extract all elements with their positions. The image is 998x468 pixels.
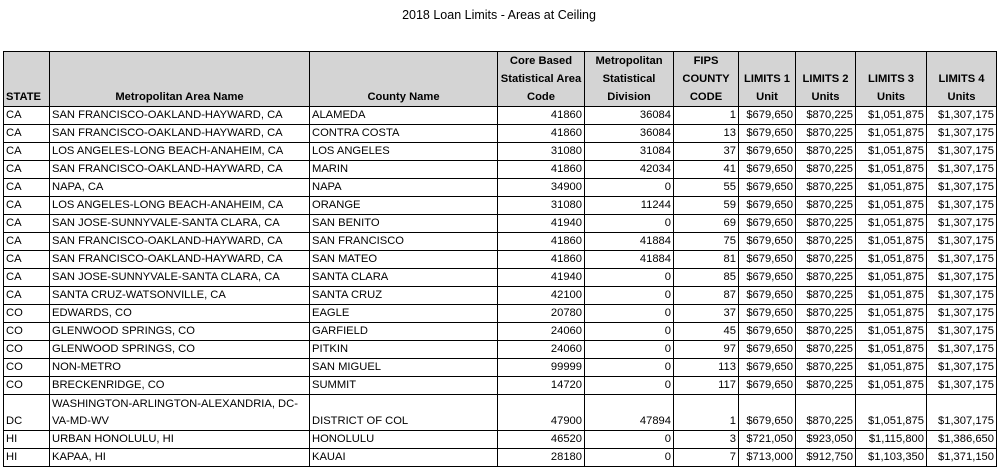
cell-county: SAN BENITO xyxy=(310,215,498,233)
cell-metro-division: 36084 xyxy=(585,107,674,125)
cell-metro-area: BRECKENRIDGE, CO xyxy=(50,377,310,395)
cell-metro-division: 0 xyxy=(585,179,674,197)
cell-limit-3: $1,051,875 xyxy=(856,179,927,197)
cell-state: CA xyxy=(4,197,50,215)
cell-limit-4: $1,307,175 xyxy=(927,323,997,341)
cell-limit-2: $870,225 xyxy=(796,287,856,305)
cell-state: CA xyxy=(4,179,50,197)
cell-limit-3: $1,051,875 xyxy=(856,197,927,215)
cell-state: CO xyxy=(4,341,50,359)
cell-cbsa-code: 41860 xyxy=(498,125,585,143)
cell-metro-area: SAN FRANCISCO-OAKLAND-HAYWARD, CA xyxy=(50,161,310,179)
cell-limit-3: $1,051,875 xyxy=(856,323,927,341)
cell-county: LOS ANGELES xyxy=(310,143,498,161)
cell-state: DC xyxy=(4,395,50,431)
cell-limit-2: $923,050 xyxy=(796,431,856,449)
cell-limit-1: $679,650 xyxy=(739,161,796,179)
cell-cbsa-code: 42100 xyxy=(498,287,585,305)
cell-limit-3: $1,051,875 xyxy=(856,305,927,323)
cell-limit-3: $1,051,875 xyxy=(856,341,927,359)
cell-limit-3: $1,115,800 xyxy=(856,431,927,449)
cell-state: CO xyxy=(4,377,50,395)
table-row[interactable] xyxy=(4,323,997,341)
cell-fips-code: 113 xyxy=(674,359,739,377)
table-row[interactable] xyxy=(4,251,997,269)
cell-cbsa-code: 41940 xyxy=(498,215,585,233)
column-header-limit-1[interactable]: LIMITS 1 Unit xyxy=(739,52,796,107)
cell-metro-division: 36084 xyxy=(585,125,674,143)
cell-metro-area: URBAN HONOLULU, HI xyxy=(50,431,310,449)
cell-limit-2: $870,225 xyxy=(796,323,856,341)
cell-metro-area: NON-METRO xyxy=(50,359,310,377)
cell-state: HI xyxy=(4,449,50,467)
cell-limit-3: $1,051,875 xyxy=(856,287,927,305)
cell-metro-division: 42034 xyxy=(585,161,674,179)
cell-limit-1: $679,650 xyxy=(739,215,796,233)
cell-limit-4: $1,307,175 xyxy=(927,269,997,287)
cell-limit-2: $870,225 xyxy=(796,161,856,179)
cell-metro-division: 0 xyxy=(585,323,674,341)
cell-county: NAPA xyxy=(310,179,498,197)
cell-state: CA xyxy=(4,143,50,161)
cell-limit-2: $870,225 xyxy=(796,395,856,431)
cell-state: CA xyxy=(4,233,50,251)
cell-state: HI xyxy=(4,431,50,449)
cell-metro-area: LOS ANGELES-LONG BEACH-ANAHEIM, CA xyxy=(50,197,310,215)
cell-limit-1: $679,650 xyxy=(739,125,796,143)
cell-state: CA xyxy=(4,107,50,125)
cell-cbsa-code: 46520 xyxy=(498,431,585,449)
cell-limit-4: $1,307,175 xyxy=(927,233,997,251)
cell-cbsa-code: 31080 xyxy=(498,197,585,215)
cell-limit-3: $1,051,875 xyxy=(856,143,927,161)
cell-cbsa-code: 47900 xyxy=(498,395,585,431)
cell-metro-division: 0 xyxy=(585,215,674,233)
cell-state: CA xyxy=(4,161,50,179)
cell-limit-1: $713,000 xyxy=(739,449,796,467)
cell-state: CA xyxy=(4,287,50,305)
cell-fips-code: 45 xyxy=(674,323,739,341)
cell-metro-area: SAN JOSE-SUNNYVALE-SANTA CLARA, CA xyxy=(50,269,310,287)
loan-limits-table xyxy=(3,51,997,467)
cell-county: PITKIN xyxy=(310,341,498,359)
cell-limit-4: $1,307,175 xyxy=(927,197,997,215)
cell-county: SAN FRANCISCO xyxy=(310,233,498,251)
cell-limit-2: $870,225 xyxy=(796,233,856,251)
cell-limit-4: $1,307,175 xyxy=(927,341,997,359)
cell-limit-3: $1,051,875 xyxy=(856,251,927,269)
cell-limit-3: $1,051,875 xyxy=(856,107,927,125)
cell-cbsa-code: 41860 xyxy=(498,107,585,125)
cell-limit-1: $679,650 xyxy=(739,395,796,431)
cell-limit-4: $1,307,175 xyxy=(927,161,997,179)
cell-state: CO xyxy=(4,323,50,341)
cell-metro-division: 0 xyxy=(585,305,674,323)
cell-fips-code: 117 xyxy=(674,377,739,395)
cell-limit-2: $870,225 xyxy=(796,305,856,323)
cell-cbsa-code: 41940 xyxy=(498,269,585,287)
cell-metro-area: SAN FRANCISCO-OAKLAND-HAYWARD, CA xyxy=(50,251,310,269)
cell-fips-code: 55 xyxy=(674,179,739,197)
table-header-row xyxy=(4,52,997,107)
cell-county: SANTA CRUZ xyxy=(310,287,498,305)
cell-limit-4: $1,307,175 xyxy=(927,287,997,305)
cell-cbsa-code: 41860 xyxy=(498,233,585,251)
cell-limit-1: $679,650 xyxy=(739,269,796,287)
cell-limit-2: $870,225 xyxy=(796,251,856,269)
cell-state: CO xyxy=(4,359,50,377)
cell-limit-3: $1,051,875 xyxy=(856,125,927,143)
table-row[interactable] xyxy=(4,359,997,377)
cell-cbsa-code: 28180 xyxy=(498,449,585,467)
cell-limit-4: $1,307,175 xyxy=(927,359,997,377)
cell-limit-3: $1,051,875 xyxy=(856,233,927,251)
cell-fips-code: 59 xyxy=(674,197,739,215)
cell-metro-division: 41884 xyxy=(585,233,674,251)
cell-metro-area: KAPAA, HI xyxy=(50,449,310,467)
cell-metro-area: GLENWOOD SPRINGS, CO xyxy=(50,323,310,341)
cell-county: SAN MATEO xyxy=(310,251,498,269)
cell-limit-2: $870,225 xyxy=(796,143,856,161)
cell-limit-2: $870,225 xyxy=(796,179,856,197)
cell-fips-code: 69 xyxy=(674,215,739,233)
cell-limit-3: $1,051,875 xyxy=(856,269,927,287)
cell-county: HONOLULU xyxy=(310,431,498,449)
cell-limit-4: $1,307,175 xyxy=(927,395,997,431)
table-body xyxy=(4,107,997,467)
cell-metro-division: 0 xyxy=(585,449,674,467)
cell-cbsa-code: 14720 xyxy=(498,377,585,395)
table-row[interactable] xyxy=(4,197,997,215)
cell-county: KAUAI xyxy=(310,449,498,467)
cell-limit-2: $870,225 xyxy=(796,215,856,233)
cell-limit-2: $870,225 xyxy=(796,107,856,125)
cell-county: SUMMIT xyxy=(310,377,498,395)
cell-limit-1: $679,650 xyxy=(739,107,796,125)
cell-metro-division: 11244 xyxy=(585,197,674,215)
cell-county: SANTA CLARA xyxy=(310,269,498,287)
cell-limit-1: $679,650 xyxy=(739,359,796,377)
column-header-limit-3[interactable]: LIMITS 3 Units xyxy=(856,52,927,107)
cell-limit-1: $679,650 xyxy=(739,143,796,161)
table-row[interactable] xyxy=(4,179,997,197)
cell-fips-code: 75 xyxy=(674,233,739,251)
cell-county: SAN MIGUEL xyxy=(310,359,498,377)
cell-limit-1: $679,650 xyxy=(739,179,796,197)
table-row[interactable] xyxy=(4,377,997,395)
cell-county: CONTRA COSTA xyxy=(310,125,498,143)
cell-county: DISTRICT OF COL xyxy=(310,395,498,431)
column-header-county[interactable]: County Name xyxy=(310,52,498,107)
cell-fips-code: 85 xyxy=(674,269,739,287)
cell-cbsa-code: 41860 xyxy=(498,161,585,179)
table-row[interactable] xyxy=(4,269,997,287)
cell-metro-division: 0 xyxy=(585,269,674,287)
table-row[interactable] xyxy=(4,395,997,431)
cell-limit-3: $1,103,350 xyxy=(856,449,927,467)
cell-metro-division: 31084 xyxy=(585,143,674,161)
cell-metro-area: SAN JOSE-SUNNYVALE-SANTA CLARA, CA xyxy=(50,215,310,233)
cell-metro-area: GLENWOOD SPRINGS, CO xyxy=(50,341,310,359)
cell-limit-2: $870,225 xyxy=(796,341,856,359)
cell-fips-code: 1 xyxy=(674,395,739,431)
cell-cbsa-code: 41860 xyxy=(498,251,585,269)
table-row[interactable] xyxy=(4,161,997,179)
cell-limit-3: $1,051,875 xyxy=(856,395,927,431)
cell-limit-1: $679,650 xyxy=(739,323,796,341)
cell-fips-code: 3 xyxy=(674,431,739,449)
cell-limit-3: $1,051,875 xyxy=(856,359,927,377)
cell-metro-area: NAPA, CA xyxy=(50,179,310,197)
cell-state: CA xyxy=(4,251,50,269)
column-header-cbsa-code[interactable]: Core Based Statistical Area Code xyxy=(498,52,585,107)
column-header-metro-division[interactable]: Metropolitan Statistical Division xyxy=(585,52,674,107)
cell-county: EAGLE xyxy=(310,305,498,323)
cell-limit-2: $870,225 xyxy=(796,197,856,215)
cell-metro-area: SAN FRANCISCO-OAKLAND-HAYWARD, CA xyxy=(50,125,310,143)
cell-metro-division: 47894 xyxy=(585,395,674,431)
cell-fips-code: 81 xyxy=(674,251,739,269)
cell-limit-2: $870,225 xyxy=(796,377,856,395)
cell-fips-code: 13 xyxy=(674,125,739,143)
cell-limit-2: $912,750 xyxy=(796,449,856,467)
cell-limit-4: $1,307,175 xyxy=(927,377,997,395)
table-row[interactable] xyxy=(4,143,997,161)
table-row[interactable] xyxy=(4,215,997,233)
cell-state: CO xyxy=(4,305,50,323)
cell-limit-4: $1,307,175 xyxy=(927,179,997,197)
cell-state: CA xyxy=(4,125,50,143)
table-row[interactable] xyxy=(4,233,997,251)
cell-limit-1: $721,050 xyxy=(739,431,796,449)
column-header-limit-4[interactable]: LIMITS 4 Units xyxy=(927,52,997,107)
cell-fips-code: 37 xyxy=(674,305,739,323)
cell-limit-2: $870,225 xyxy=(796,359,856,377)
cell-cbsa-code: 24060 xyxy=(498,341,585,359)
cell-limit-4: $1,307,175 xyxy=(927,305,997,323)
cell-limit-3: $1,051,875 xyxy=(856,377,927,395)
cell-fips-code: 1 xyxy=(674,107,739,125)
cell-metro-division: 0 xyxy=(585,341,674,359)
cell-metro-division: 41884 xyxy=(585,251,674,269)
column-header-fips-code[interactable]: FIPS COUNTY CODE xyxy=(674,52,739,107)
column-header-limit-2[interactable]: LIMITS 2 Units xyxy=(796,52,856,107)
cell-county: ALAMEDA xyxy=(310,107,498,125)
cell-limit-4: $1,386,650 xyxy=(927,431,997,449)
table-row[interactable] xyxy=(4,341,997,359)
cell-limit-1: $679,650 xyxy=(739,197,796,215)
cell-county: GARFIELD xyxy=(310,323,498,341)
cell-fips-code: 7 xyxy=(674,449,739,467)
cell-limit-1: $679,650 xyxy=(739,305,796,323)
table-row[interactable] xyxy=(4,107,997,125)
cell-metro-area: SAN FRANCISCO-OAKLAND-HAYWARD, CA xyxy=(50,107,310,125)
cell-limit-1: $679,650 xyxy=(739,287,796,305)
cell-cbsa-code: 31080 xyxy=(498,143,585,161)
cell-limit-4: $1,307,175 xyxy=(927,215,997,233)
cell-fips-code: 97 xyxy=(674,341,739,359)
table-row[interactable] xyxy=(4,287,997,305)
cell-limit-4: $1,307,175 xyxy=(927,143,997,161)
cell-metro-area: LOS ANGELES-LONG BEACH-ANAHEIM, CA xyxy=(50,143,310,161)
page-title: 2018 Loan Limits - Areas at Ceiling xyxy=(402,8,596,22)
cell-limit-1: $679,650 xyxy=(739,341,796,359)
column-header-metro-area[interactable]: Metropolitan Area Name xyxy=(50,52,310,107)
cell-limit-4: $1,307,175 xyxy=(927,251,997,269)
cell-limit-1: $679,650 xyxy=(739,251,796,269)
cell-state: CA xyxy=(4,215,50,233)
cell-metro-division: 0 xyxy=(585,359,674,377)
cell-cbsa-code: 99999 xyxy=(498,359,585,377)
cell-limit-1: $679,650 xyxy=(739,377,796,395)
table-row[interactable] xyxy=(4,449,997,467)
table-row[interactable] xyxy=(4,125,997,143)
table-row[interactable] xyxy=(4,305,997,323)
cell-county: MARIN xyxy=(310,161,498,179)
cell-metro-area: EDWARDS, CO xyxy=(50,305,310,323)
cell-fips-code: 87 xyxy=(674,287,739,305)
cell-county: ORANGE xyxy=(310,197,498,215)
cell-limit-4: $1,371,150 xyxy=(927,449,997,467)
cell-metro-division: 0 xyxy=(585,377,674,395)
cell-limit-3: $1,051,875 xyxy=(856,161,927,179)
cell-cbsa-code: 20780 xyxy=(498,305,585,323)
cell-limit-2: $870,225 xyxy=(796,125,856,143)
cell-metro-area: SANTA CRUZ-WATSONVILLE, CA xyxy=(50,287,310,305)
cell-limit-4: $1,307,175 xyxy=(927,125,997,143)
cell-cbsa-code: 24060 xyxy=(498,323,585,341)
cell-limit-2: $870,225 xyxy=(796,269,856,287)
cell-limit-3: $1,051,875 xyxy=(856,215,927,233)
table-row[interactable] xyxy=(4,431,997,449)
cell-metro-division: 0 xyxy=(585,431,674,449)
column-header-state[interactable]: STATE xyxy=(4,52,50,107)
cell-metro-area: SAN FRANCISCO-OAKLAND-HAYWARD, CA xyxy=(50,233,310,251)
cell-state: CA xyxy=(4,269,50,287)
cell-fips-code: 37 xyxy=(674,143,739,161)
cell-metro-area: WASHINGTON-ARLINGTON-ALEXANDRIA, DC-VA-MD-WV xyxy=(50,395,310,431)
cell-limit-1: $679,650 xyxy=(739,233,796,251)
cell-fips-code: 41 xyxy=(674,161,739,179)
cell-limit-4: $1,307,175 xyxy=(927,107,997,125)
cell-metro-division: 0 xyxy=(585,287,674,305)
cell-cbsa-code: 34900 xyxy=(498,179,585,197)
